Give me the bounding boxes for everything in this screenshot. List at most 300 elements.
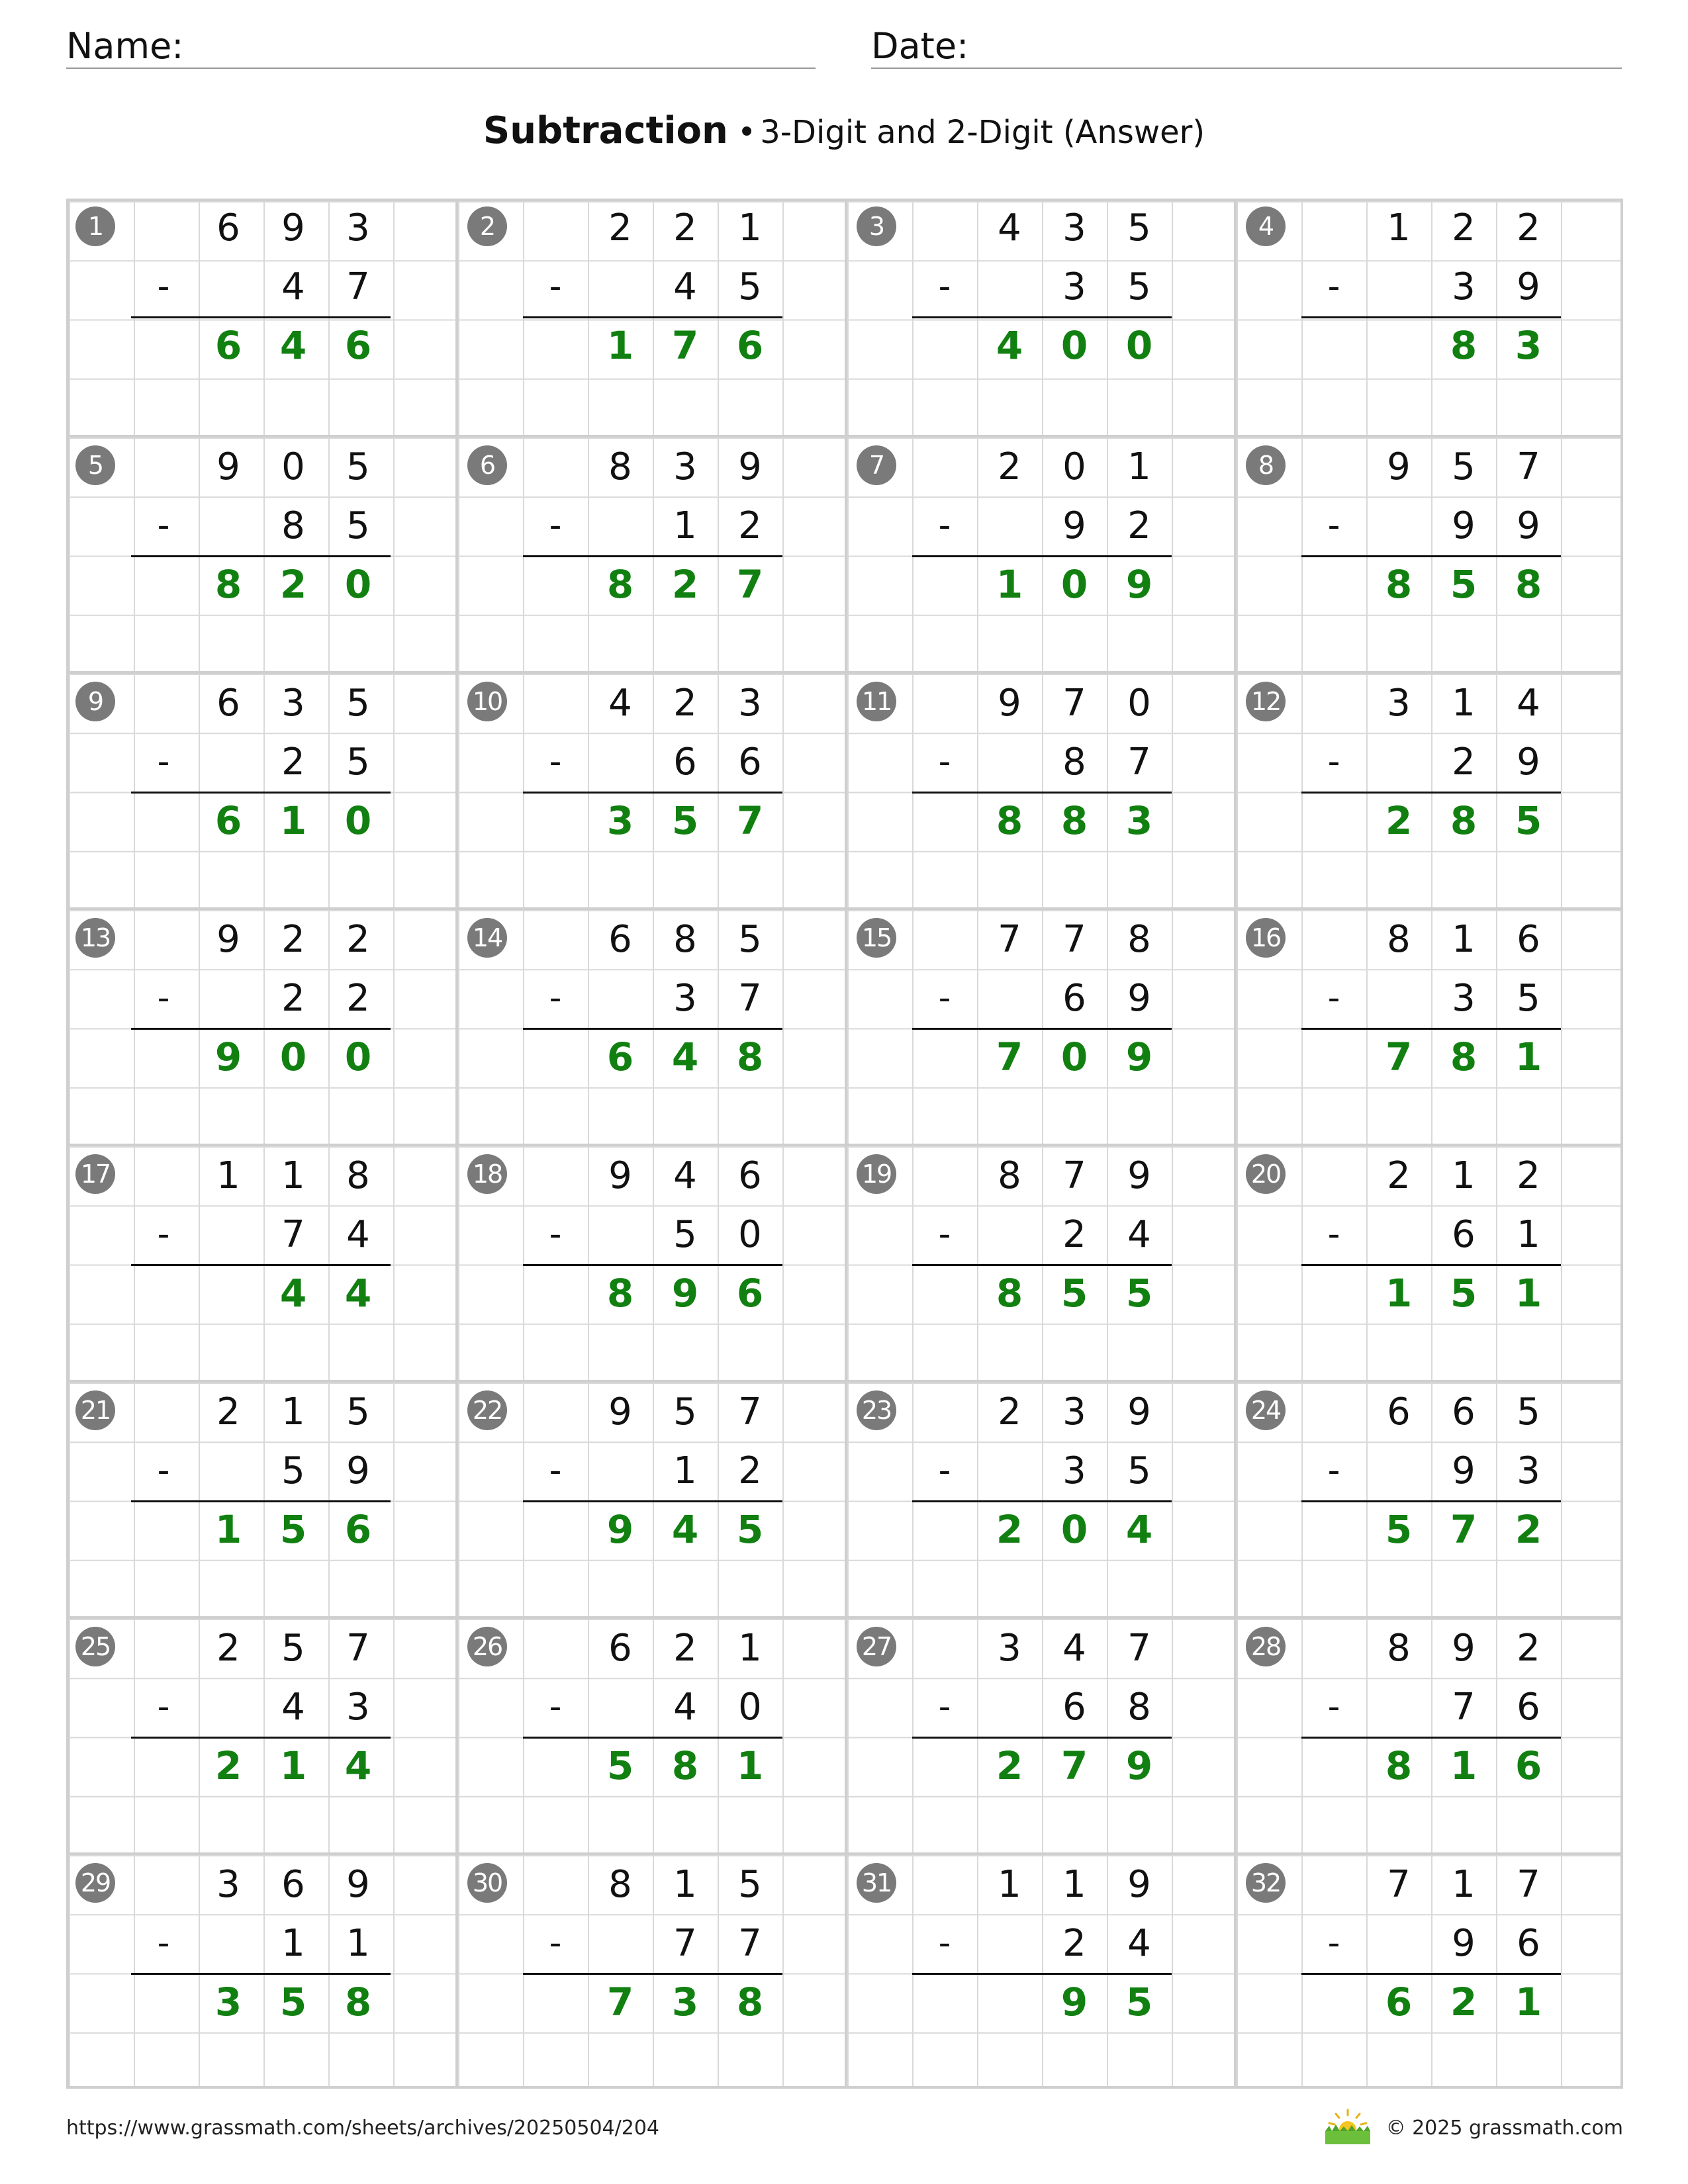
- answer-digit[interactable]: 8: [996, 798, 1023, 843]
- minuend-digit: 6: [608, 1627, 632, 1670]
- answer-digit[interactable]: 7: [736, 562, 764, 607]
- minus-sign: -: [1327, 1687, 1340, 1727]
- minuend-digit: 1: [281, 1154, 305, 1197]
- subtrahend-digit: [1366, 733, 1431, 792]
- subtrahend-digit: [1366, 1678, 1431, 1737]
- subtrahend-digit: 3: [1452, 265, 1476, 308]
- subtrahend-digit: 5: [346, 504, 370, 547]
- problem-number-badge: 10: [467, 682, 507, 721]
- answer-digit[interactable]: 9: [1125, 1034, 1153, 1079]
- answer-digit[interactable]: 0: [1060, 1034, 1088, 1079]
- answer-digit[interactable]: 6: [344, 1507, 372, 1552]
- answer-digit[interactable]: 1: [214, 1507, 242, 1552]
- subtrahend-digit: [196, 733, 261, 792]
- minuend-digit: 5: [281, 1627, 305, 1670]
- subtrahend-digit: 2: [1452, 741, 1476, 784]
- minuend-digit: 9: [346, 1863, 370, 1906]
- subtrahend-digit: 5: [346, 741, 370, 784]
- date-input-line[interactable]: [871, 68, 1622, 69]
- answer-digit[interactable]: 6: [1385, 1979, 1413, 2025]
- problem-number-badge: 21: [75, 1390, 115, 1430]
- minus-sign: -: [938, 1451, 951, 1490]
- minuend-digit: 2: [608, 206, 632, 250]
- subtrahend-digit: [196, 1205, 261, 1264]
- answer-digit[interactable]: 5: [279, 1507, 307, 1552]
- problem-number-badge: 12: [1246, 682, 1286, 721]
- problem-block: [1234, 199, 1623, 435]
- answer-digit[interactable]: 7: [606, 1979, 634, 2025]
- minuend-digit: 0: [1127, 682, 1151, 725]
- answer-digit[interactable]: 1: [1385, 1271, 1413, 1316]
- answer-digit[interactable]: 5: [1515, 798, 1542, 843]
- problem-block: [845, 199, 1234, 435]
- answer-digit[interactable]: 4: [996, 323, 1023, 368]
- minuend-digit: 1: [1452, 918, 1476, 961]
- minuend-digit: 3: [673, 445, 697, 488]
- subtrahend-digit: 7: [738, 977, 762, 1020]
- minus-sign: -: [549, 267, 562, 306]
- answer-digit[interactable]: 8: [606, 1271, 634, 1316]
- answer-digit[interactable]: 8: [996, 1271, 1023, 1316]
- answer-digit[interactable]: 9: [1125, 1743, 1153, 1788]
- answer-digit[interactable]: 9: [1060, 1979, 1088, 2025]
- answer-digit[interactable]: 1: [1450, 1743, 1477, 1788]
- answer-line: [912, 1973, 1172, 1975]
- answer-digit[interactable]: 3: [1515, 323, 1542, 368]
- subtrahend-digit: [588, 733, 653, 792]
- minuend-digit: 5: [1517, 1390, 1540, 1433]
- answer-digit[interactable]: 1: [1515, 1271, 1542, 1316]
- answer-digit[interactable]: 3: [606, 798, 634, 843]
- subtrahend-digit: 9: [1517, 265, 1540, 308]
- answer-digit[interactable]: 2: [996, 1507, 1023, 1552]
- minuend-digit: 5: [346, 1390, 370, 1433]
- problem-number-badge: 25: [75, 1627, 115, 1666]
- subtrahend-digit: 6: [1452, 1213, 1476, 1256]
- subtrahend-digit: [977, 257, 1042, 316]
- subtrahend-digit: 4: [346, 1213, 370, 1256]
- answer-digit[interactable]: 8: [1385, 562, 1413, 607]
- minuend-digit: 6: [216, 206, 240, 250]
- problem-block: [66, 1380, 455, 1616]
- minus-sign: -: [549, 1451, 562, 1490]
- answer-digit[interactable]: 5: [1450, 1271, 1477, 1316]
- answer-digit[interactable]: 2: [671, 562, 699, 607]
- subtrahend-digit: [977, 1441, 1042, 1500]
- problem-block: [455, 1144, 845, 1380]
- problem-block: [1234, 1144, 1623, 1380]
- minus-sign: -: [157, 1923, 170, 1963]
- answer-line: [912, 555, 1172, 557]
- answer-digit[interactable]: 1: [1515, 1979, 1542, 2025]
- answer-digit[interactable]: 8: [671, 1743, 699, 1788]
- problem-number-badge: 7: [857, 445, 896, 485]
- answer-digit[interactable]: 4: [344, 1743, 372, 1788]
- answer-digit[interactable]: 7: [736, 798, 764, 843]
- problem-block: [1234, 435, 1623, 671]
- footer-copyright: © 2025 grassmath.com: [1385, 2116, 1623, 2140]
- minus-sign: -: [157, 506, 170, 545]
- answer-line: [1301, 1973, 1561, 1975]
- problem-number-badge: 30: [467, 1863, 507, 1903]
- answer-digit[interactable]: 1: [996, 562, 1023, 607]
- minuend-digit: 7: [738, 1390, 762, 1433]
- problem-number-badge: 9: [75, 682, 115, 721]
- subtrahend-digit: 9: [1452, 1922, 1476, 1965]
- minuend-digit: 8: [1127, 918, 1151, 961]
- minuend-digit: 8: [998, 1154, 1021, 1197]
- minuend-digit: 3: [738, 682, 762, 725]
- subtrahend-digit: 9: [1517, 741, 1540, 784]
- problem-block: [455, 1852, 845, 2089]
- answer-digit[interactable]: 8: [1060, 798, 1088, 843]
- minuend-digit: 1: [1452, 682, 1476, 725]
- minuend-digit: 7: [1062, 918, 1086, 961]
- answer-digit[interactable]: 7: [1060, 1743, 1088, 1788]
- minuend-digit: 7: [998, 918, 1021, 961]
- sun-over-grass-logo-icon: [1323, 2109, 1373, 2146]
- problem-number-badge: 27: [857, 1627, 896, 1666]
- subtrahend-digit: [977, 1205, 1042, 1264]
- answer-digit[interactable]: 7: [996, 1034, 1023, 1079]
- answer-digit[interactable]: 4: [344, 1271, 372, 1316]
- subtrahend-digit: 7: [738, 1922, 762, 1965]
- answer-digit[interactable]: 4: [279, 323, 307, 368]
- problem-block: [845, 1616, 1234, 1852]
- answer-digit[interactable]: 4: [1125, 1507, 1153, 1552]
- answer-digit[interactable]: 6: [344, 323, 372, 368]
- subtrahend-digit: 6: [1062, 977, 1086, 1020]
- subtrahend-digit: 1: [346, 1922, 370, 1965]
- answer-digit[interactable]: [196, 1264, 261, 1323]
- subtrahend-digit: 4: [673, 265, 697, 308]
- subtrahend-digit: 2: [281, 741, 305, 784]
- answer-digit[interactable]: 0: [279, 1034, 307, 1079]
- minuend-digit: 9: [998, 682, 1021, 725]
- subtrahend-digit: 8: [1127, 1686, 1151, 1729]
- subtrahend-digit: 6: [1062, 1686, 1086, 1729]
- minuend-digit: 2: [998, 1390, 1021, 1433]
- subtrahend-digit: 0: [738, 1686, 762, 1729]
- minuend-digit: 1: [1387, 206, 1411, 250]
- subtrahend-digit: [1366, 496, 1431, 555]
- answer-digit[interactable]: 3: [214, 1979, 242, 2025]
- answer-digit[interactable]: 2: [279, 562, 307, 607]
- problem-number-badge: 3: [857, 206, 896, 246]
- answer-digit[interactable]: 9: [671, 1271, 699, 1316]
- answer-digit[interactable]: 0: [1125, 323, 1153, 368]
- minuend-digit: 4: [998, 206, 1021, 250]
- answer-digit[interactable]: 7: [1385, 1034, 1413, 1079]
- answer-digit[interactable]: 2: [1450, 1979, 1477, 2025]
- minuend-digit: 6: [216, 682, 240, 725]
- answer-line: [523, 1973, 782, 1975]
- answer-line: [131, 1028, 391, 1030]
- answer-digit[interactable]: 9: [1125, 562, 1153, 607]
- answer-line: [523, 316, 782, 318]
- answer-digit[interactable]: 0: [344, 562, 372, 607]
- answer-digit[interactable]: 8: [1450, 798, 1477, 843]
- problem-number-badge: 22: [467, 1390, 507, 1430]
- minus-sign: -: [157, 267, 170, 306]
- subtrahend-digit: 0: [738, 1213, 762, 1256]
- problem-number-badge: 28: [1246, 1627, 1286, 1666]
- answer-digit[interactable]: 1: [279, 798, 307, 843]
- minuend-digit: 1: [998, 1863, 1021, 1906]
- minus-sign: -: [938, 1214, 951, 1254]
- answer-digit[interactable]: 4: [671, 1507, 699, 1552]
- problem-number-badge: 17: [75, 1154, 115, 1194]
- name-input-line[interactable]: [66, 68, 816, 69]
- minuend-digit: 9: [281, 206, 305, 250]
- problem-block: [845, 1852, 1234, 2089]
- problem-block: [1234, 907, 1623, 1144]
- minuend-digit: 9: [1387, 445, 1411, 488]
- subtrahend-digit: [1366, 1205, 1431, 1264]
- problem-number-badge: 20: [1246, 1154, 1286, 1194]
- answer-digit[interactable]: 5: [1385, 1507, 1413, 1552]
- minuend-digit: 1: [1452, 1154, 1476, 1197]
- answer-digit[interactable]: 2: [1515, 1507, 1542, 1552]
- problem-number-badge: 1: [75, 206, 115, 246]
- answer-digit[interactable]: 0: [1060, 323, 1088, 368]
- minuend-digit: 4: [1062, 1627, 1086, 1670]
- problem-block: [845, 1380, 1234, 1616]
- answer-digit[interactable]: 0: [344, 1034, 372, 1079]
- minuend-digit: 9: [1452, 1627, 1476, 1670]
- problem-block: [845, 435, 1234, 671]
- answer-digit[interactable]: 5: [736, 1507, 764, 1552]
- answer-digit[interactable]: 5: [1125, 1979, 1153, 2025]
- subtrahend-digit: 7: [346, 265, 370, 308]
- answer-digit[interactable]: 0: [1060, 562, 1088, 607]
- answer-digit[interactable]: 7: [671, 323, 699, 368]
- problem-block: [66, 1144, 455, 1380]
- problem-grid: [66, 199, 1623, 2089]
- problem-block: [845, 671, 1234, 907]
- answer-digit[interactable]: 5: [671, 798, 699, 843]
- problem-block: [1234, 1852, 1623, 2089]
- problem-block: [1234, 671, 1623, 907]
- answer-digit[interactable]: 8: [1385, 1743, 1413, 1788]
- minuend-digit: 6: [738, 1154, 762, 1197]
- minuend-digit: 3: [281, 682, 305, 725]
- subtrahend-digit: 1: [281, 1922, 305, 1965]
- answer-digit[interactable]: 8: [606, 562, 634, 607]
- minuend-digit: 2: [216, 1390, 240, 1433]
- subtrahend-digit: 4: [281, 1686, 305, 1729]
- minuend-digit: 5: [738, 918, 762, 961]
- title-separator: •: [737, 114, 757, 151]
- subtrahend-digit: [1366, 969, 1431, 1028]
- answer-digit[interactable]: 8: [344, 1979, 372, 2025]
- subtrahend-digit: [1366, 1441, 1431, 1500]
- subtrahend-digit: [588, 1441, 653, 1500]
- minuend-digit: 5: [346, 682, 370, 725]
- minuend-digit: 9: [608, 1154, 632, 1197]
- answer-digit[interactable]: 9: [606, 1507, 634, 1552]
- subtrahend-digit: [196, 257, 261, 316]
- answer-digit[interactable]: 5: [1125, 1271, 1153, 1316]
- problem-block: [66, 1852, 455, 2089]
- answer-digit[interactable]: 6: [606, 1034, 634, 1079]
- subtrahend-digit: 9: [1062, 504, 1086, 547]
- minuend-digit: 0: [1062, 445, 1086, 488]
- answer-digit[interactable]: 8: [736, 1979, 764, 2025]
- answer-digit[interactable]: 2: [996, 1743, 1023, 1788]
- subtrahend-digit: 7: [281, 1213, 305, 1256]
- minuend-digit: 9: [216, 918, 240, 961]
- answer-line: [131, 555, 391, 557]
- page-title: [0, 105, 1688, 159]
- answer-line: [523, 792, 782, 794]
- footer-url: https://www.grassmath.com/sheets/archives/20250504/204: [66, 2116, 660, 2140]
- problem-number-badge: 2: [467, 206, 507, 246]
- answer-line: [523, 1737, 782, 1739]
- minuend-digit: 1: [1127, 445, 1151, 488]
- answer-digit[interactable]: 0: [344, 798, 372, 843]
- minuend-digit: 5: [1127, 206, 1151, 250]
- answer-digit[interactable]: 1: [606, 323, 634, 368]
- answer-digit[interactable]: 1: [279, 1743, 307, 1788]
- minuend-digit: 2: [1387, 1154, 1411, 1197]
- answer-digit[interactable]: 4: [671, 1034, 699, 1079]
- minuend-digit: 7: [1387, 1863, 1411, 1906]
- problem-number-badge: 11: [857, 682, 896, 721]
- problem-block: [66, 907, 455, 1144]
- subtrahend-digit: 7: [1127, 741, 1151, 784]
- answer-digit[interactable]: 8: [736, 1034, 764, 1079]
- subtrahend-digit: 4: [673, 1686, 697, 1729]
- problem-block: [66, 435, 455, 671]
- subtrahend-digit: 6: [1517, 1686, 1540, 1729]
- answer-digit[interactable]: 5: [606, 1743, 634, 1788]
- subtrahend-digit: 5: [1517, 977, 1540, 1020]
- problem-number-badge: 8: [1246, 445, 1286, 485]
- answer-digit[interactable]: 6: [736, 323, 764, 368]
- minus-sign: -: [1327, 1923, 1340, 1963]
- minuend-digit: 9: [216, 445, 240, 488]
- minuend-digit: 3: [998, 1627, 1021, 1670]
- minuend-digit: 6: [608, 918, 632, 961]
- subtrahend-digit: 2: [1062, 1213, 1086, 1256]
- problem-number-badge: 4: [1246, 206, 1286, 246]
- answer-line: [912, 1500, 1172, 1502]
- minuend-digit: 2: [1517, 1627, 1540, 1670]
- minuend-digit: 8: [673, 918, 697, 961]
- answer-digit[interactable]: 9: [214, 1034, 242, 1079]
- minuend-digit: 9: [1127, 1390, 1151, 1433]
- subtrahend-digit: [196, 1678, 261, 1737]
- minuend-digit: 1: [281, 1390, 305, 1433]
- answer-line: [523, 1028, 782, 1030]
- minuend-digit: 2: [998, 445, 1021, 488]
- answer-digit[interactable]: 7: [1450, 1507, 1477, 1552]
- answer-line: [523, 1264, 782, 1266]
- answer-digit[interactable]: 8: [1515, 562, 1542, 607]
- answer-digit[interactable]: [1366, 316, 1431, 375]
- subtrahend-digit: 9: [1517, 504, 1540, 547]
- minuend-digit: 1: [738, 206, 762, 250]
- answer-digit[interactable]: 5: [1060, 1271, 1088, 1316]
- minus-sign: -: [549, 1687, 562, 1727]
- minuend-digit: 6: [1517, 918, 1540, 961]
- answer-line: [912, 1264, 1172, 1266]
- answer-line: [523, 1500, 782, 1502]
- minuend-digit: 3: [1387, 682, 1411, 725]
- answer-digit[interactable]: 0: [1060, 1507, 1088, 1552]
- minuend-digit: 6: [1452, 1390, 1476, 1433]
- minuend-digit: 3: [346, 206, 370, 250]
- problem-number-badge: 5: [75, 445, 115, 485]
- subtrahend-digit: 5: [281, 1449, 305, 1492]
- subtrahend-digit: [977, 733, 1042, 792]
- minuend-digit: 7: [1062, 682, 1086, 725]
- answer-digit[interactable]: 5: [279, 1979, 307, 2025]
- answer-digit[interactable]: [977, 1973, 1042, 2032]
- answer-digit[interactable]: 2: [1385, 798, 1413, 843]
- minuend-digit: 2: [216, 1627, 240, 1670]
- minus-sign: -: [549, 978, 562, 1018]
- minuend-digit: 7: [1127, 1627, 1151, 1670]
- problem-block: [845, 1144, 1234, 1380]
- minus-sign: -: [1327, 506, 1340, 545]
- subtrahend-digit: 6: [1517, 1922, 1540, 1965]
- minus-sign: -: [1327, 267, 1340, 306]
- answer-digit[interactable]: 2: [214, 1743, 242, 1788]
- answer-digit[interactable]: 1: [1515, 1034, 1542, 1079]
- minus-sign: -: [1327, 978, 1340, 1018]
- answer-digit[interactable]: 3: [1125, 798, 1153, 843]
- answer-line: [1301, 316, 1561, 318]
- subtrahend-digit: [1366, 1914, 1431, 1973]
- answer-line: [1301, 792, 1561, 794]
- answer-digit[interactable]: 3: [671, 1979, 699, 2025]
- minuend-digit: 2: [1517, 1154, 1540, 1197]
- answer-digit[interactable]: 1: [736, 1743, 764, 1788]
- answer-line: [912, 1737, 1172, 1739]
- answer-digit[interactable]: 4: [279, 1271, 307, 1316]
- subtrahend-digit: 9: [346, 1449, 370, 1492]
- minuend-digit: 3: [1062, 206, 1086, 250]
- minuend-digit: 2: [1517, 206, 1540, 250]
- problem-number-badge: 19: [857, 1154, 896, 1194]
- answer-digit[interactable]: 8: [1450, 323, 1477, 368]
- answer-line: [1301, 1028, 1561, 1030]
- minuend-digit: 7: [1517, 445, 1540, 488]
- subtrahend-digit: 8: [1062, 741, 1086, 784]
- answer-digit[interactable]: 6: [214, 798, 242, 843]
- answer-digit[interactable]: 6: [214, 323, 242, 368]
- subtrahend-digit: 6: [738, 741, 762, 784]
- answer-digit[interactable]: 6: [736, 1271, 764, 1316]
- minuend-digit: 1: [1062, 1863, 1086, 1906]
- subtrahend-digit: 3: [1517, 1449, 1540, 1492]
- answer-digit[interactable]: 6: [1515, 1743, 1542, 1788]
- answer-digit[interactable]: 8: [214, 562, 242, 607]
- minuend-digit: 1: [216, 1154, 240, 1197]
- minuend-digit: 4: [608, 682, 632, 725]
- minus-sign: -: [1327, 1214, 1340, 1254]
- answer-digit[interactable]: 8: [1450, 1034, 1477, 1079]
- date-label: Date:: [871, 25, 969, 67]
- answer-line: [912, 316, 1172, 318]
- problem-block: [455, 1380, 845, 1616]
- answer-digit[interactable]: 5: [1450, 562, 1477, 607]
- minuend-digit: 4: [673, 1154, 697, 1197]
- problem-block: [455, 671, 845, 907]
- answer-line: [1301, 1264, 1561, 1266]
